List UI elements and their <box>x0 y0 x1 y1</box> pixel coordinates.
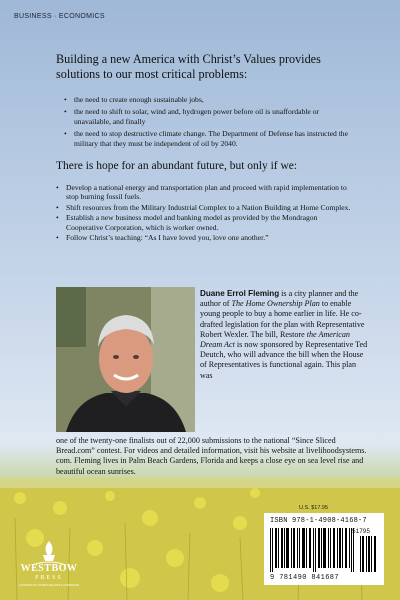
intro-paragraph: Building a new America with Christ’s Values provides solutions to our most critical problems: <box>56 52 321 81</box>
isbn-barcode <box>264 513 384 585</box>
author-portrait-image <box>56 287 195 432</box>
hope-heading: There is hope for an abundant future, but only if we: <box>56 160 298 172</box>
isbn-number: ISBN 978-1-4908-4168-7 <box>270 517 367 525</box>
publisher-name: WESTBOW <box>20 563 78 574</box>
author-bio-continued: one of the twenty-one finalists out of 22,000 submissions to the national “Since Sliced Bread.com” contest. For videos and detailed information, visit his website at livelihoodsystems. com. Fleming lives in Palm Beach Gardens, Florida and keeps a close eye on sea level rise and beautiful ocean sunrises. <box>56 436 367 476</box>
book-title: The Home Ownership Plan <box>231 299 320 309</box>
problems-list <box>64 95 354 151</box>
publisher-logo <box>12 539 86 595</box>
category-label: BUSINESS · ECONOMICS <box>14 13 105 20</box>
bill-title: the American Dream Act <box>200 329 350 350</box>
actions-list <box>56 183 356 244</box>
list-item: • the need to shift to solar, wind and, hydrogen power before oil is unaffordable or unavailable, and finally <box>64 106 320 126</box>
list-item: • Develop a national energy and transportation plan and proceed with rapid implementation to stop burning fossil fuels. <box>56 183 347 202</box>
price-label: U.S. $17.95 <box>299 505 329 511</box>
list-item: • Establish a new business model and banking model as provided by the Mondragon Cooperative Corporation, which is worker owned. <box>56 213 318 232</box>
list-item: • the need to stop destructive climate change. The Department of Defense has instructed the military that they must be independent of oil by 2040. <box>64 128 348 148</box>
list-item: • Follow Christ’s teaching: “As I have loved you, love one another.” <box>56 233 269 243</box>
publisher-press: PRESS <box>35 575 63 581</box>
publisher-tagline: A DIVISION OF THOMAS NELSON & ZONDERVAN <box>18 584 80 587</box>
list-item: • the need to create enough sustainable jobs, <box>64 95 204 104</box>
isbn-addon: 51795 <box>352 528 371 535</box>
list-item: • Shift resources from the Military Industrial Complex to a Nation Building at Home Complex. <box>56 202 351 212</box>
author-photo <box>56 287 195 432</box>
author-bio: Duane Errol Fleming is a city planner and the author of The Home Ownership Plan to enable young people to buy a home earlier in life. He co-drafted legislation for the plan with Representative Robert Wexler. The bill, Restore the American Dream Act is now sponsored by Representative Ted Deutch, who will advance the bill when the House of Representatives is functional again. This plan was <box>200 289 368 380</box>
barcode-number: 9 781490 841687 <box>270 574 340 582</box>
author-name: Duane Errol Fleming <box>200 289 280 298</box>
